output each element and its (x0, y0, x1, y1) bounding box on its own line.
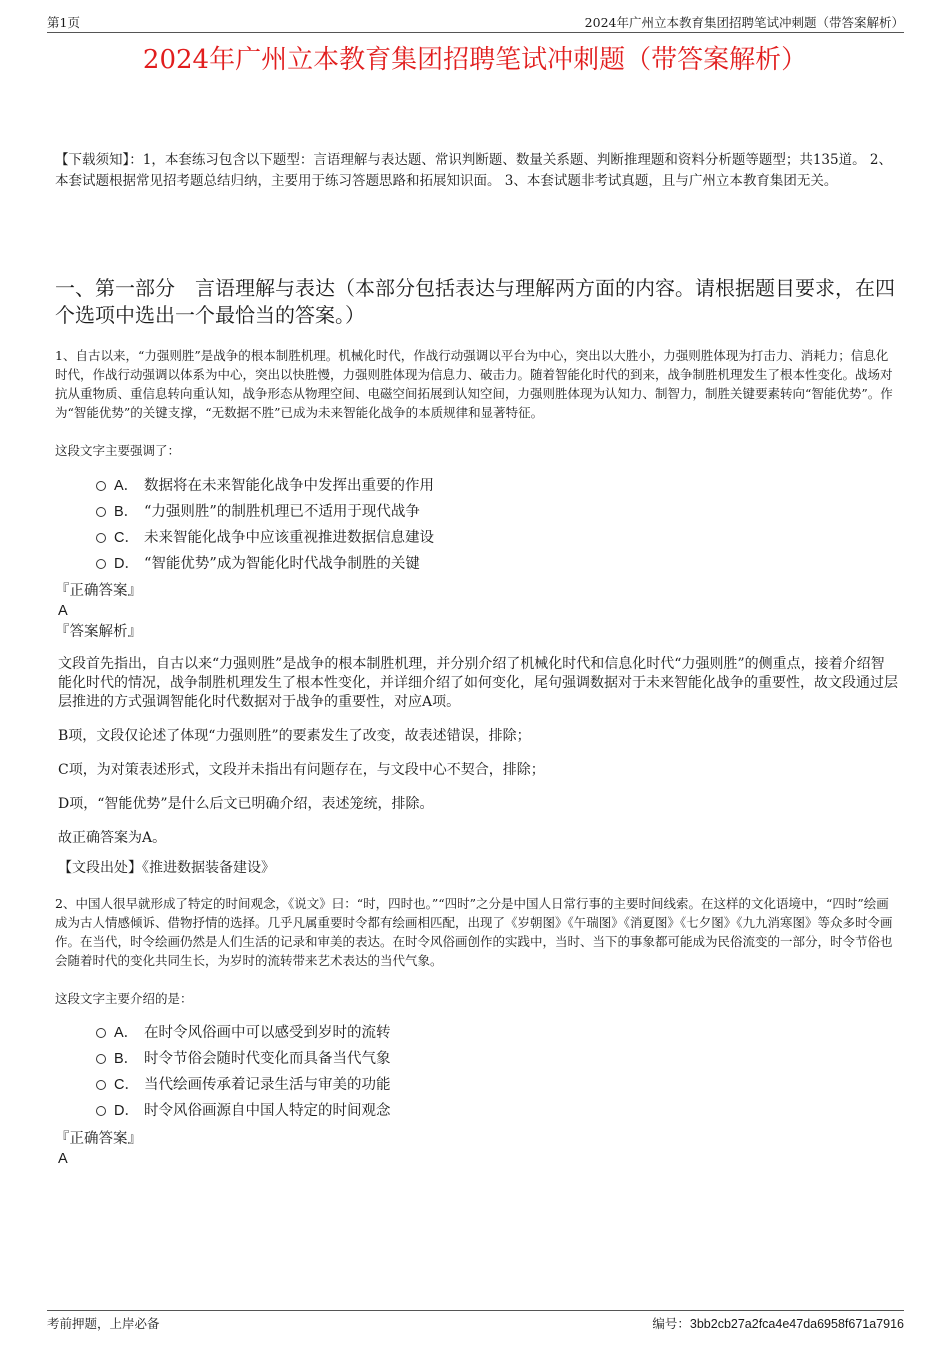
correct-answer-label: 『正确答案』 (55, 1131, 142, 1147)
option-b[interactable]: B． 时令节俗会随时代变化而具备当代气象 (96, 1046, 391, 1072)
footer-code (652, 1314, 904, 1334)
analysis-paragraph: C项，为对策表述形式，文段并未指出有问题存在，与文段中心不契合，排除； (58, 762, 545, 778)
radio-icon[interactable] (96, 533, 106, 543)
text-source: 【文段出处】《推进数据装备建设》 (58, 860, 275, 876)
radio-icon[interactable] (96, 559, 106, 569)
document-title: 2024年广州立本教育集团招聘笔试冲刺题（带答案解析） (142, 45, 808, 75)
question-2-prompt: 这段文字主要介绍的是： (55, 991, 193, 1006)
correct-answer-value: A (58, 1151, 68, 1167)
analysis-label: 『答案解析』 (55, 624, 142, 640)
question-2-options (96, 1020, 391, 1124)
page-header (47, 14, 904, 33)
question-1-text: 1、自古以来，“力强则胜”是战争的根本制胜机理。机械化时代，作战行动强调以平台为中心，突出以大胜小，力强则胜体现为打击力、消耗力；信息化时代，作战行动强调以体系为中心，突出以快胜慢，力强则胜体现为信息力、破击力。随着智能化时代的到来，战争制胜机理发生了根本性变化。战场对抗从重物质、重信息转向重认知，战争形态从物理空间、电磁空间拓展到认知空间，力强则胜体现为认知力、制智力，制胜关键要素转向“智能优势”。作为“智能优势”的关键支撑，“无数据不胜”已成为未来智能化战争的本质规律和显著特征。 (55, 348, 893, 420)
radio-icon[interactable] (96, 1054, 106, 1064)
question-2-text: 2、中国人很早就形成了特定的时间观念，《说文》曰：“时，四时也。”“四时”之分是中国人日常行事的主要时间线索。在这样的文化语境中，“四时”绘画成为古人情感倾诉、借物抒情的选择。几乎凡属重要时令都有绘画相匹配，出现了《岁朝图》《午瑞图》《消夏图》《七夕图》《九九消寒图》等众多时令画作。在当代，时令绘画仍然是人们生活的记录和审美的表达。在时令风俗画创作的实践中，当时、当下的事象都可能成为民俗流变的一部分，时令节俗也会随着时代的变化共同生长，为岁时的流转带来艺术表达的当代气象。 (55, 896, 893, 968)
footer-code-value: 3bb2cb27a2fca4e47da6958f671a7916 (689, 1317, 904, 1331)
option-a[interactable]: A． 数据将在未来智能化战争中发挥出重要的作用 (96, 473, 434, 499)
section-heading: 一、第一部分 言语理解与表达（本部分包括表达与理解两方面的内容。请根据题目要求，在四个选项中选出一个最恰当的答案。） (55, 276, 895, 327)
option-b[interactable]: B． “力强则胜”的制胜机理已不适用于现代战争 (96, 499, 434, 525)
option-a[interactable]: A． 在时令风俗画中可以感受到岁时的流转 (96, 1020, 391, 1046)
analysis-paragraph: D项，“智能优势”是什么后文已明确介绍，表述笼统，排除。 (58, 796, 434, 812)
radio-icon[interactable] (96, 481, 106, 491)
option-d[interactable]: D． “智能优势”成为智能化时代战争制胜的关键 (96, 551, 434, 577)
footer-slogan: 考前押题，上岸必备 (47, 1316, 160, 1331)
radio-icon[interactable] (96, 507, 106, 517)
radio-icon[interactable] (96, 1106, 106, 1116)
analysis-paragraph: 故正确答案为A。 (58, 830, 167, 846)
correct-answer-value: A (58, 603, 68, 619)
option-c[interactable]: C． 当代绘画传承着记录生活与审美的功能 (96, 1072, 391, 1098)
footer-code-label: 编号： (652, 1316, 690, 1331)
question-1-prompt: 这段文字主要强调了： (55, 443, 181, 458)
page-number: 第1页 (47, 15, 80, 30)
option-c[interactable]: C． 未来智能化战争中应该重视推进数据信息建设 (96, 525, 434, 551)
page-footer (47, 1310, 904, 1333)
radio-icon[interactable] (96, 1028, 106, 1038)
analysis-paragraph: 文段首先指出，自古以来“力强则胜”是战争的根本制胜机理，并分别介绍了机械化时代和信息化时代“力强则胜”的侧重点，接着介绍智能化时代的情况，战争制胜机理发生了根本性变化，并详细介绍了如何变化，尾句强调数据对于未来智能化战争的重要性，故文段通过层层推进的方式强调智能化时代数据对于战争的重要性，对应A项。 (58, 656, 898, 710)
analysis-paragraph: B项，文段仅论述了体现“力强则胜”的要素发生了改变，故表述错误，排除； (58, 728, 531, 744)
radio-icon[interactable] (96, 1080, 106, 1090)
answer-analysis (58, 655, 898, 863)
option-d[interactable]: D． 时令风俗画源自中国人特定的时间观念 (96, 1098, 391, 1124)
question-1-options (96, 473, 434, 577)
correct-answer-label: 『正确答案』 (55, 583, 142, 599)
header-doc-title: 2024年广州立本教育集团招聘笔试冲刺题（带答案解析） (584, 15, 904, 30)
download-notice: 【下载须知】：1，本套练习包含以下题型：言语理解与表达题、常识判断题、数量关系题、判断推理题和资料分析题等题型；共135道。 2、本套试题根据常见招考题总结归纳，主要用于练习答题思路和拓展知识面。 3、本套试题非考试真题，且与广州立本教育集团无关。 (55, 152, 892, 189)
